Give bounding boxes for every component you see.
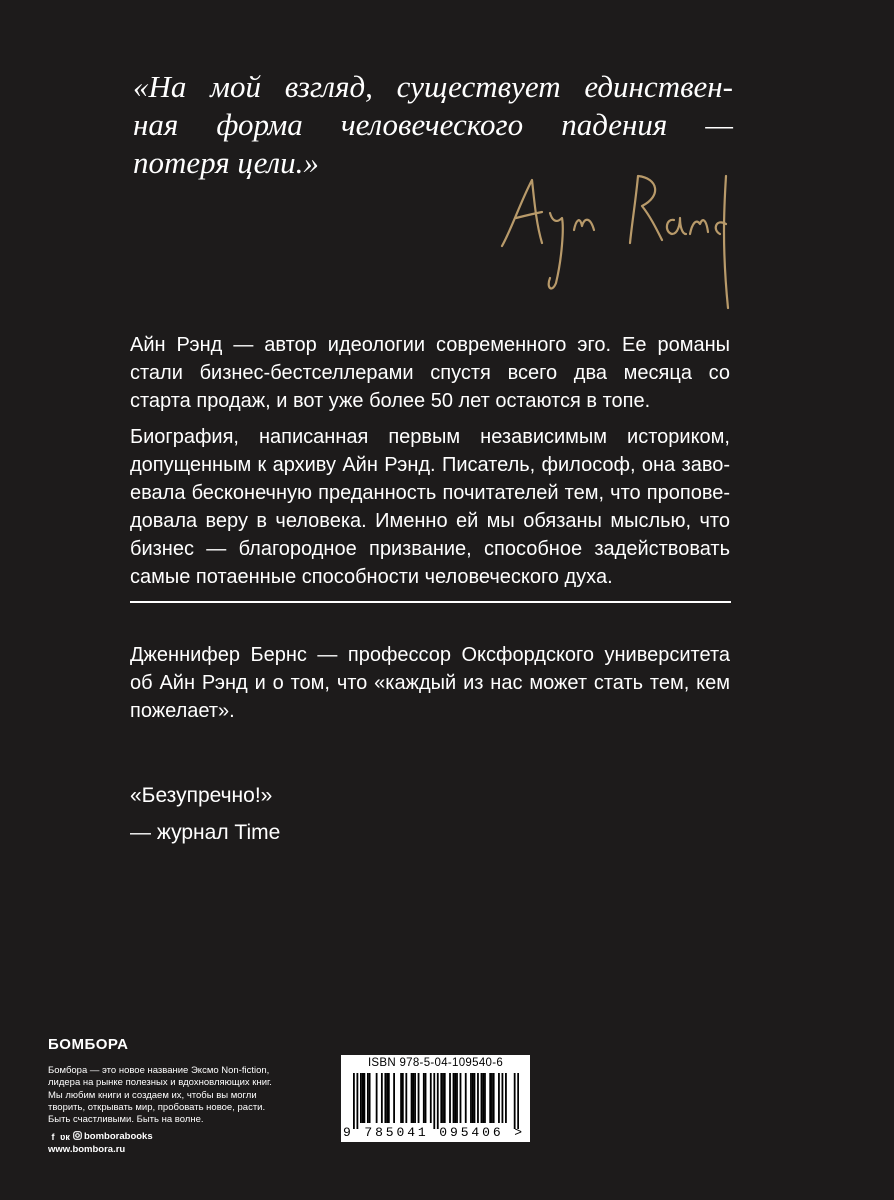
- barcode-bar: [356, 1073, 358, 1129]
- barcode-bar: [423, 1073, 425, 1123]
- text-line: евала бесконечную преданность почитателей тем, что пропове-: [130, 482, 730, 504]
- quote-line: ная форма человеческого падения —: [133, 107, 733, 142]
- barcode-bar: [465, 1073, 467, 1123]
- barcode-bar: [456, 1073, 458, 1123]
- barcode-bar: [353, 1073, 355, 1129]
- barcode-bar: [498, 1073, 500, 1123]
- text-line: Биография, написанная первым независимым историком,: [130, 426, 730, 448]
- isbn-number: ISBN 978-5-04-109540-6: [367, 1057, 504, 1069]
- text-line: Мы любим книги и создаем их, чтобы вы могли: [48, 1089, 257, 1101]
- quote-line: потеря цели.»: [133, 145, 319, 180]
- barcode-bar: [412, 1073, 414, 1123]
- publisher-website[interactable]: www.bombora.ru: [48, 1144, 126, 1155]
- ean-digits: 9 785041 095406 >: [343, 1125, 525, 1140]
- barcode-bar: [449, 1073, 451, 1123]
- barcode-bar: [388, 1073, 390, 1123]
- barcode-bar: [405, 1073, 407, 1123]
- text-line: пожелает».: [130, 700, 235, 722]
- social-handle[interactable]: bomborabooks: [84, 1131, 153, 1142]
- text-line: самые потаенные способности человеческого духа.: [130, 566, 613, 588]
- barcode-bar: [367, 1073, 369, 1123]
- praise-source: — журнал Time: [130, 821, 281, 844]
- barcode-bar: [369, 1073, 371, 1123]
- barcode-bars: [353, 1073, 519, 1131]
- barcode-bar: [477, 1073, 479, 1123]
- barcode-bar: [493, 1073, 495, 1123]
- section-divider: [130, 601, 731, 603]
- barcode-bar: [514, 1073, 516, 1129]
- barcode-bar: [430, 1073, 432, 1123]
- publisher-description: [48, 1065, 338, 1126]
- barcode-bar: [505, 1073, 507, 1123]
- text-line: творить, открывать мир, пробовать новое, расти.: [48, 1101, 266, 1113]
- barcode-bar: [386, 1073, 388, 1123]
- barcode-bar: [363, 1073, 365, 1123]
- praise-quote: «Безупречно!»: [130, 784, 273, 807]
- barcode-bar: [411, 1073, 413, 1123]
- text-line: Бомбора — это новое название Эксмо Non-fiction,: [48, 1065, 270, 1076]
- text-line: Быть счастливыми. Быть на волне.: [48, 1114, 204, 1126]
- text-line: стали бизнес-бестселлерами спустя всего два месяца со: [130, 362, 730, 384]
- barcode-bar: [460, 1073, 462, 1123]
- ayn-rand-signature: [490, 168, 740, 313]
- isbn-barcode: [341, 1055, 530, 1142]
- barcode-bar: [376, 1073, 378, 1123]
- barcode-bar: [470, 1073, 472, 1123]
- publisher-logo: БОМБОРА: [48, 1036, 129, 1053]
- barcode-bar: [453, 1073, 455, 1123]
- barcode-bar: [440, 1073, 442, 1123]
- barcode-bar: [442, 1073, 444, 1123]
- barcode-bar: [502, 1073, 504, 1123]
- barcode-bar: [418, 1073, 420, 1123]
- barcode-bar: [472, 1073, 474, 1123]
- quote-line: «На мой взгляд, существует единствен-: [133, 69, 733, 104]
- barcode-bar: [489, 1073, 491, 1123]
- barcode-bar: [433, 1073, 435, 1129]
- text-line: Дженнифер Бернс — профессор Оксфордского университета: [130, 644, 730, 666]
- barcode-bar: [444, 1073, 446, 1123]
- barcode-bar: [402, 1073, 404, 1123]
- about-paragraph-1: [130, 331, 730, 415]
- barcode-bar: [414, 1073, 416, 1123]
- vk-icon[interactable]: ʋк: [60, 1131, 70, 1142]
- barcode-bar: [384, 1073, 386, 1123]
- barcode-bar: [381, 1073, 383, 1123]
- facebook-icon[interactable]: f: [51, 1131, 55, 1142]
- barcode-bar: [474, 1073, 476, 1123]
- barcode-bar: [481, 1073, 483, 1123]
- barcode-bar: [360, 1073, 362, 1123]
- author-paragraph: [130, 641, 730, 725]
- barcode-bar: [482, 1073, 484, 1123]
- text-line: об Айн Рэнд и о том, что «каждый из нас может стать тем, кем: [130, 672, 730, 694]
- barcode-bar: [454, 1073, 456, 1123]
- about-paragraph-2: [130, 423, 730, 591]
- text-line: Айн Рэнд — автор идеологии современного эго. Ее романы: [130, 334, 730, 356]
- barcode-bar: [517, 1073, 519, 1129]
- text-line: старта продаж, и вот уже более 50 лет остаются в топе.: [130, 390, 651, 412]
- barcode-bar: [484, 1073, 486, 1123]
- barcode-bar: [362, 1073, 364, 1123]
- instagram-icon[interactable]: [72, 1131, 82, 1142]
- social-links: [48, 1131, 153, 1142]
- barcode-bar: [393, 1073, 395, 1123]
- text-line: лидера на рынке полезных и вдохновляющих книг.: [48, 1077, 272, 1089]
- barcode-bar: [437, 1073, 439, 1129]
- barcode-bar: [425, 1073, 427, 1123]
- press-praise: [130, 777, 280, 851]
- barcode-bar: [491, 1073, 493, 1123]
- epigraph-quote: [133, 68, 733, 182]
- text-line: довала веру в человека. Именно ей мы обязаны мыслью, что: [130, 510, 730, 532]
- text-line: бизнес — благородное призвание, способное задействовать: [130, 538, 730, 560]
- text-line: допущенным к архиву Айн Рэнд. Писатель, философ, она заво-: [130, 454, 730, 476]
- barcode-bar: [400, 1073, 402, 1123]
